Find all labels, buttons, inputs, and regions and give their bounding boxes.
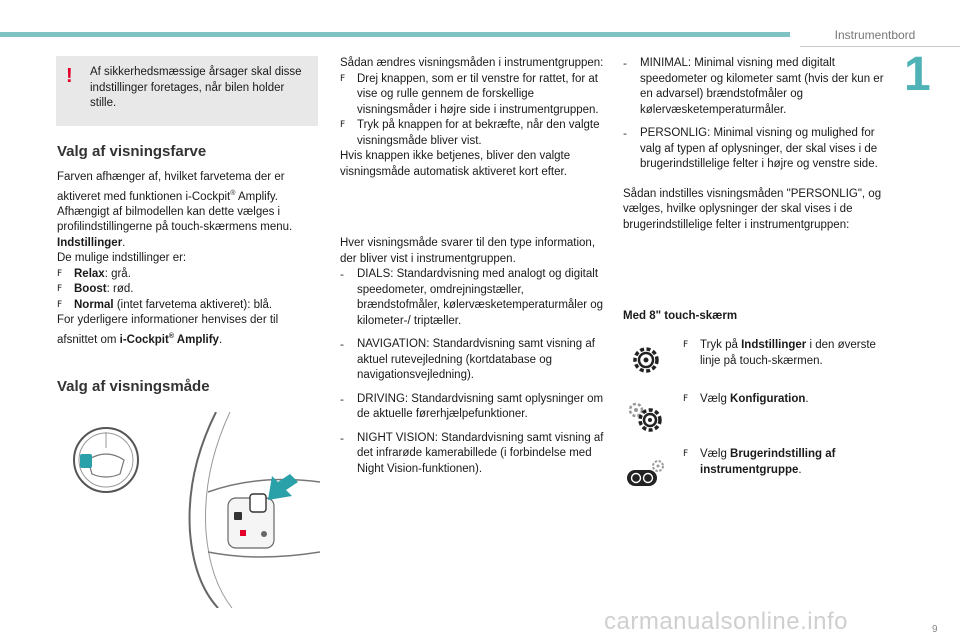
section-color-body [57, 170, 319, 348]
bullet-icon: F [683, 340, 689, 350]
paragraph: For yderligere informationer henvises der til afsnittet om i-Cockpit® Amplify. [57, 314, 279, 346]
step-2: F Vælg Konfiguration. [683, 392, 893, 408]
steering-wheel-illustration [58, 412, 320, 608]
paragraph: Hvis knappen ikke betjenes, bliver den valgte visningsmåde automatisk aktiveret kort efter. [340, 150, 571, 178]
step-3: F Vælg Brugerindstilling af instrumentgruppe. [683, 448, 836, 476]
paragraph: Sådan indstilles visningsmåden "PERSONLIG", og vælges, hvilke oplysninger der skal vises i de brugerindstillelige felter i instrumentgruppen: [623, 187, 882, 231]
paragraph: De mulige indstillinger er: [57, 252, 187, 265]
header-accent-bar [0, 32, 790, 37]
list-item: - MINIMAL: Minimal visning med digitalt speedometer og kilometer samt (hvis der kun er en advarsel) brændstofmåler og kølervæsketemperaturmåler. [623, 57, 884, 116]
paragraph: Hver visningsmåde svarer til den type information, der bliver vist i instrumentgruppen. [340, 237, 596, 265]
list-item: F Normal (intet farvetema aktiveret): blå. [57, 298, 319, 314]
arrow-icon [268, 474, 298, 500]
list-item: F Drej knappen, som er til venstre for rattet, for at vise og rulle gennem de forskellige visningsmåder i højre side i instrumentgruppen. [340, 72, 599, 116]
list-item: - PERSONLIG: Minimal visning og mulighed for valg af typen af oplysninger, der skal vises i de brugerindstillelige felter i højre og venstre side. [623, 127, 878, 170]
list-item: F Tryk på knappen for at bekræfte, når den valgte visningsmåde bliver vist. [340, 119, 600, 147]
middle-column [340, 56, 608, 180]
chapter-number: 1 [904, 48, 931, 101]
list-item: - NAVIGATION: Standardvisning samt visning af aktuel rutevejledning (kortdatabase og navigationsvejledning). [340, 338, 595, 381]
paragraph: Farven afhænger af, hvilket farvetema der er aktiveret med funktionen i-Cockpit® Amplify. [57, 171, 285, 203]
bullet-icon: F [57, 268, 63, 279]
step-1: F Tryk på Indstillinger i den øverste linje på touch-skærmen. [683, 339, 876, 367]
instrument-cluster-settings-icon [626, 456, 666, 496]
configuration-gears-icon [626, 398, 666, 438]
bullet-icon: F [683, 394, 689, 404]
watermark: carmanualsonline.info [604, 608, 848, 635]
middle-modes [340, 236, 610, 477]
paragraph: Afhængigt af bilmodellen kan dette vælges i profilindstillingerne på touch-skærmens menu. Indstillinger. [57, 205, 293, 249]
inset-wheel-icon [74, 428, 138, 492]
warning-text: Af sikkerhedsmæssige årsager skal disse indstillinger foretages, når bilen holder stille. [90, 66, 302, 109]
section-heading-mode: Valg af visningsmåde [57, 378, 210, 395]
wheel-closeup [190, 412, 320, 608]
bullet-icon: F [683, 449, 689, 459]
page-number: 9 [932, 624, 938, 635]
section-heading-color: Valg af visningsfarve [57, 143, 207, 160]
bullet-icon: F [340, 120, 346, 130]
list-item: F Relax: grå. [57, 267, 319, 283]
list-item: - DRIVING: Standardvisning samt oplysninger om de aktuelle førerhjælpefunktioner. [340, 392, 604, 420]
bullet-icon: F [57, 284, 63, 295]
header-divider [800, 46, 960, 47]
bullet-icon: F [57, 299, 63, 310]
bullet-icon: F [340, 73, 346, 84]
list-item: - NIGHT VISION: Standardvisning samt visning af det infrarøde kamerabillede (i forbindelse med Night Vision-funktionen). [340, 431, 604, 475]
warning-icon: ! [66, 65, 73, 87]
subheading: Med 8" touch-skærm [623, 310, 738, 322]
paragraph: Sådan ændres visningsmåden i instrumentgruppen: [340, 57, 604, 69]
list-item: F Boost: rød. [57, 282, 319, 298]
right-column [623, 56, 891, 233]
header-title: Instrumentbord [834, 28, 916, 42]
warning-box [56, 56, 318, 126]
settings-gear-icon [626, 340, 666, 380]
list-item: - DIALS: Standardvisning med analogt og digitalt speedometer, omdrejningstæller, brændstofmåler, kølervæsketemperaturmåler og kilometer-/ triptæller. [340, 268, 604, 327]
